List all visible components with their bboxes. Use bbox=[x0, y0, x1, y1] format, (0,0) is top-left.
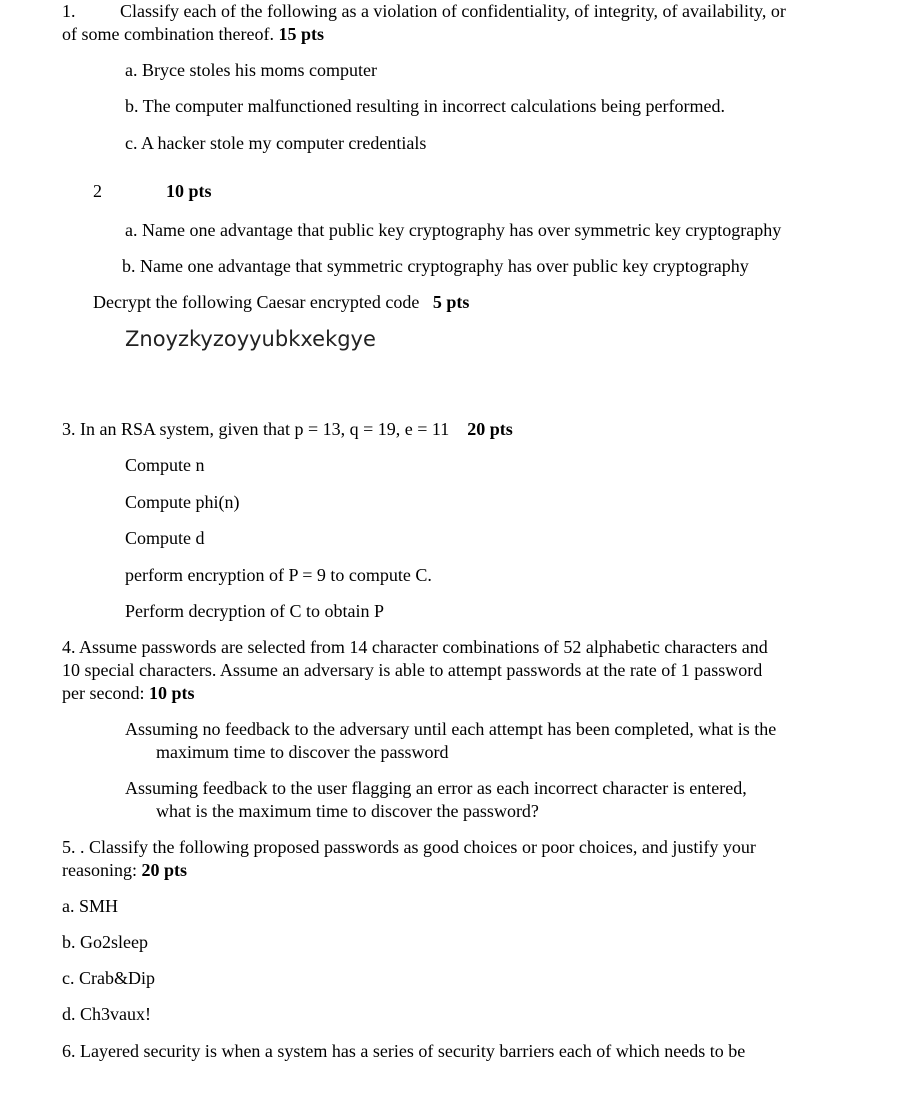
question-2-points-text: 10 pts bbox=[166, 181, 212, 201]
question-5-line-2 bbox=[62, 859, 187, 882]
question-4-line-1: 4. Assume passwords are selected from 14 character combinations of 52 alphabetic characters and bbox=[62, 637, 768, 657]
question-4-points: 10 pts bbox=[148, 683, 195, 703]
question-1-text-cont bbox=[62, 23, 324, 46]
question-3-item-5: Perform decryption of C to obtain P bbox=[125, 601, 384, 621]
cipher-text: Znoyzkyzoyyubkxekgye bbox=[125, 327, 376, 351]
question-4-line-3-text: per second: bbox=[62, 683, 145, 703]
question-5-item-b: b. Go2sleep bbox=[62, 932, 148, 952]
question-1-item-a: a. Bryce stoles his moms computer bbox=[125, 60, 377, 80]
question-6-text: 6. Layered security is when a system has a series of security barriers each of which needs to be bbox=[62, 1041, 746, 1061]
question-4-item-2-line-1: Assuming feedback to the user flagging an error as each incorrect character is entered, bbox=[125, 778, 747, 798]
question-5-points: 20 pts bbox=[141, 860, 187, 880]
question-3-text-span: 3. In an RSA system, given that p = 13, q = 19, e = 11 bbox=[62, 419, 450, 439]
decrypt-prompt-text: Decrypt the following Caesar encrypted code bbox=[93, 292, 420, 312]
question-3-text bbox=[62, 418, 513, 441]
question-3-item-4: perform encryption of P = 9 to compute C. bbox=[125, 565, 432, 585]
question-2-item-a: a. Name one advantage that public key cryptography has over symmetric key cryptography bbox=[125, 220, 782, 240]
question-1-points: 15 pts bbox=[278, 24, 324, 44]
question-4-item-1-line-1: Assuming no feedback to the adversary until each attempt has been completed, what is the bbox=[125, 719, 777, 739]
question-1-text: Classify each of the following as a violation of confidentiality, of integrity, of availability, or bbox=[120, 1, 786, 21]
decrypt-points: 5 pts bbox=[432, 292, 470, 312]
question-4-item-1-line-2: maximum time to discover the password bbox=[156, 742, 449, 762]
question-2-points bbox=[166, 180, 212, 203]
question-3-item-2: Compute phi(n) bbox=[125, 492, 240, 512]
question-5-item-c: c. Crab&Dip bbox=[62, 968, 155, 988]
question-1-item-b: b. The computer malfunctioned resulting in incorrect calculations being performed. bbox=[125, 96, 725, 116]
question-1-text-cont-span: of some combination thereof. bbox=[62, 24, 274, 44]
question-1-number: 1. bbox=[62, 1, 76, 21]
question-4-line-2: 10 special characters. Assume an adversary is able to attempt passwords at the rate of 1 password bbox=[62, 660, 763, 680]
question-4-line-3 bbox=[62, 682, 194, 705]
question-3-item-1: Compute n bbox=[125, 455, 205, 475]
question-3-points: 20 pts bbox=[467, 419, 513, 439]
question-1-item-c: c. A hacker stole my computer credentials bbox=[125, 133, 427, 153]
question-5-line-1: 5. . Classify the following proposed passwords as good choices or poor choices, and justify your bbox=[62, 837, 756, 857]
question-2-item-b: b. Name one advantage that symmetric cryptography has over public key cryptography bbox=[122, 256, 749, 276]
question-4-item-2-line-2: what is the maximum time to discover the password? bbox=[156, 801, 539, 821]
question-5-item-a: a. SMH bbox=[62, 896, 119, 916]
question-5-line-2-text: reasoning: bbox=[62, 860, 137, 880]
question-2-number: 2 bbox=[93, 181, 102, 201]
question-3-item-3: Compute d bbox=[125, 528, 205, 548]
question-5-item-d: d. Ch3vaux! bbox=[62, 1004, 151, 1024]
decrypt-prompt bbox=[93, 291, 469, 314]
